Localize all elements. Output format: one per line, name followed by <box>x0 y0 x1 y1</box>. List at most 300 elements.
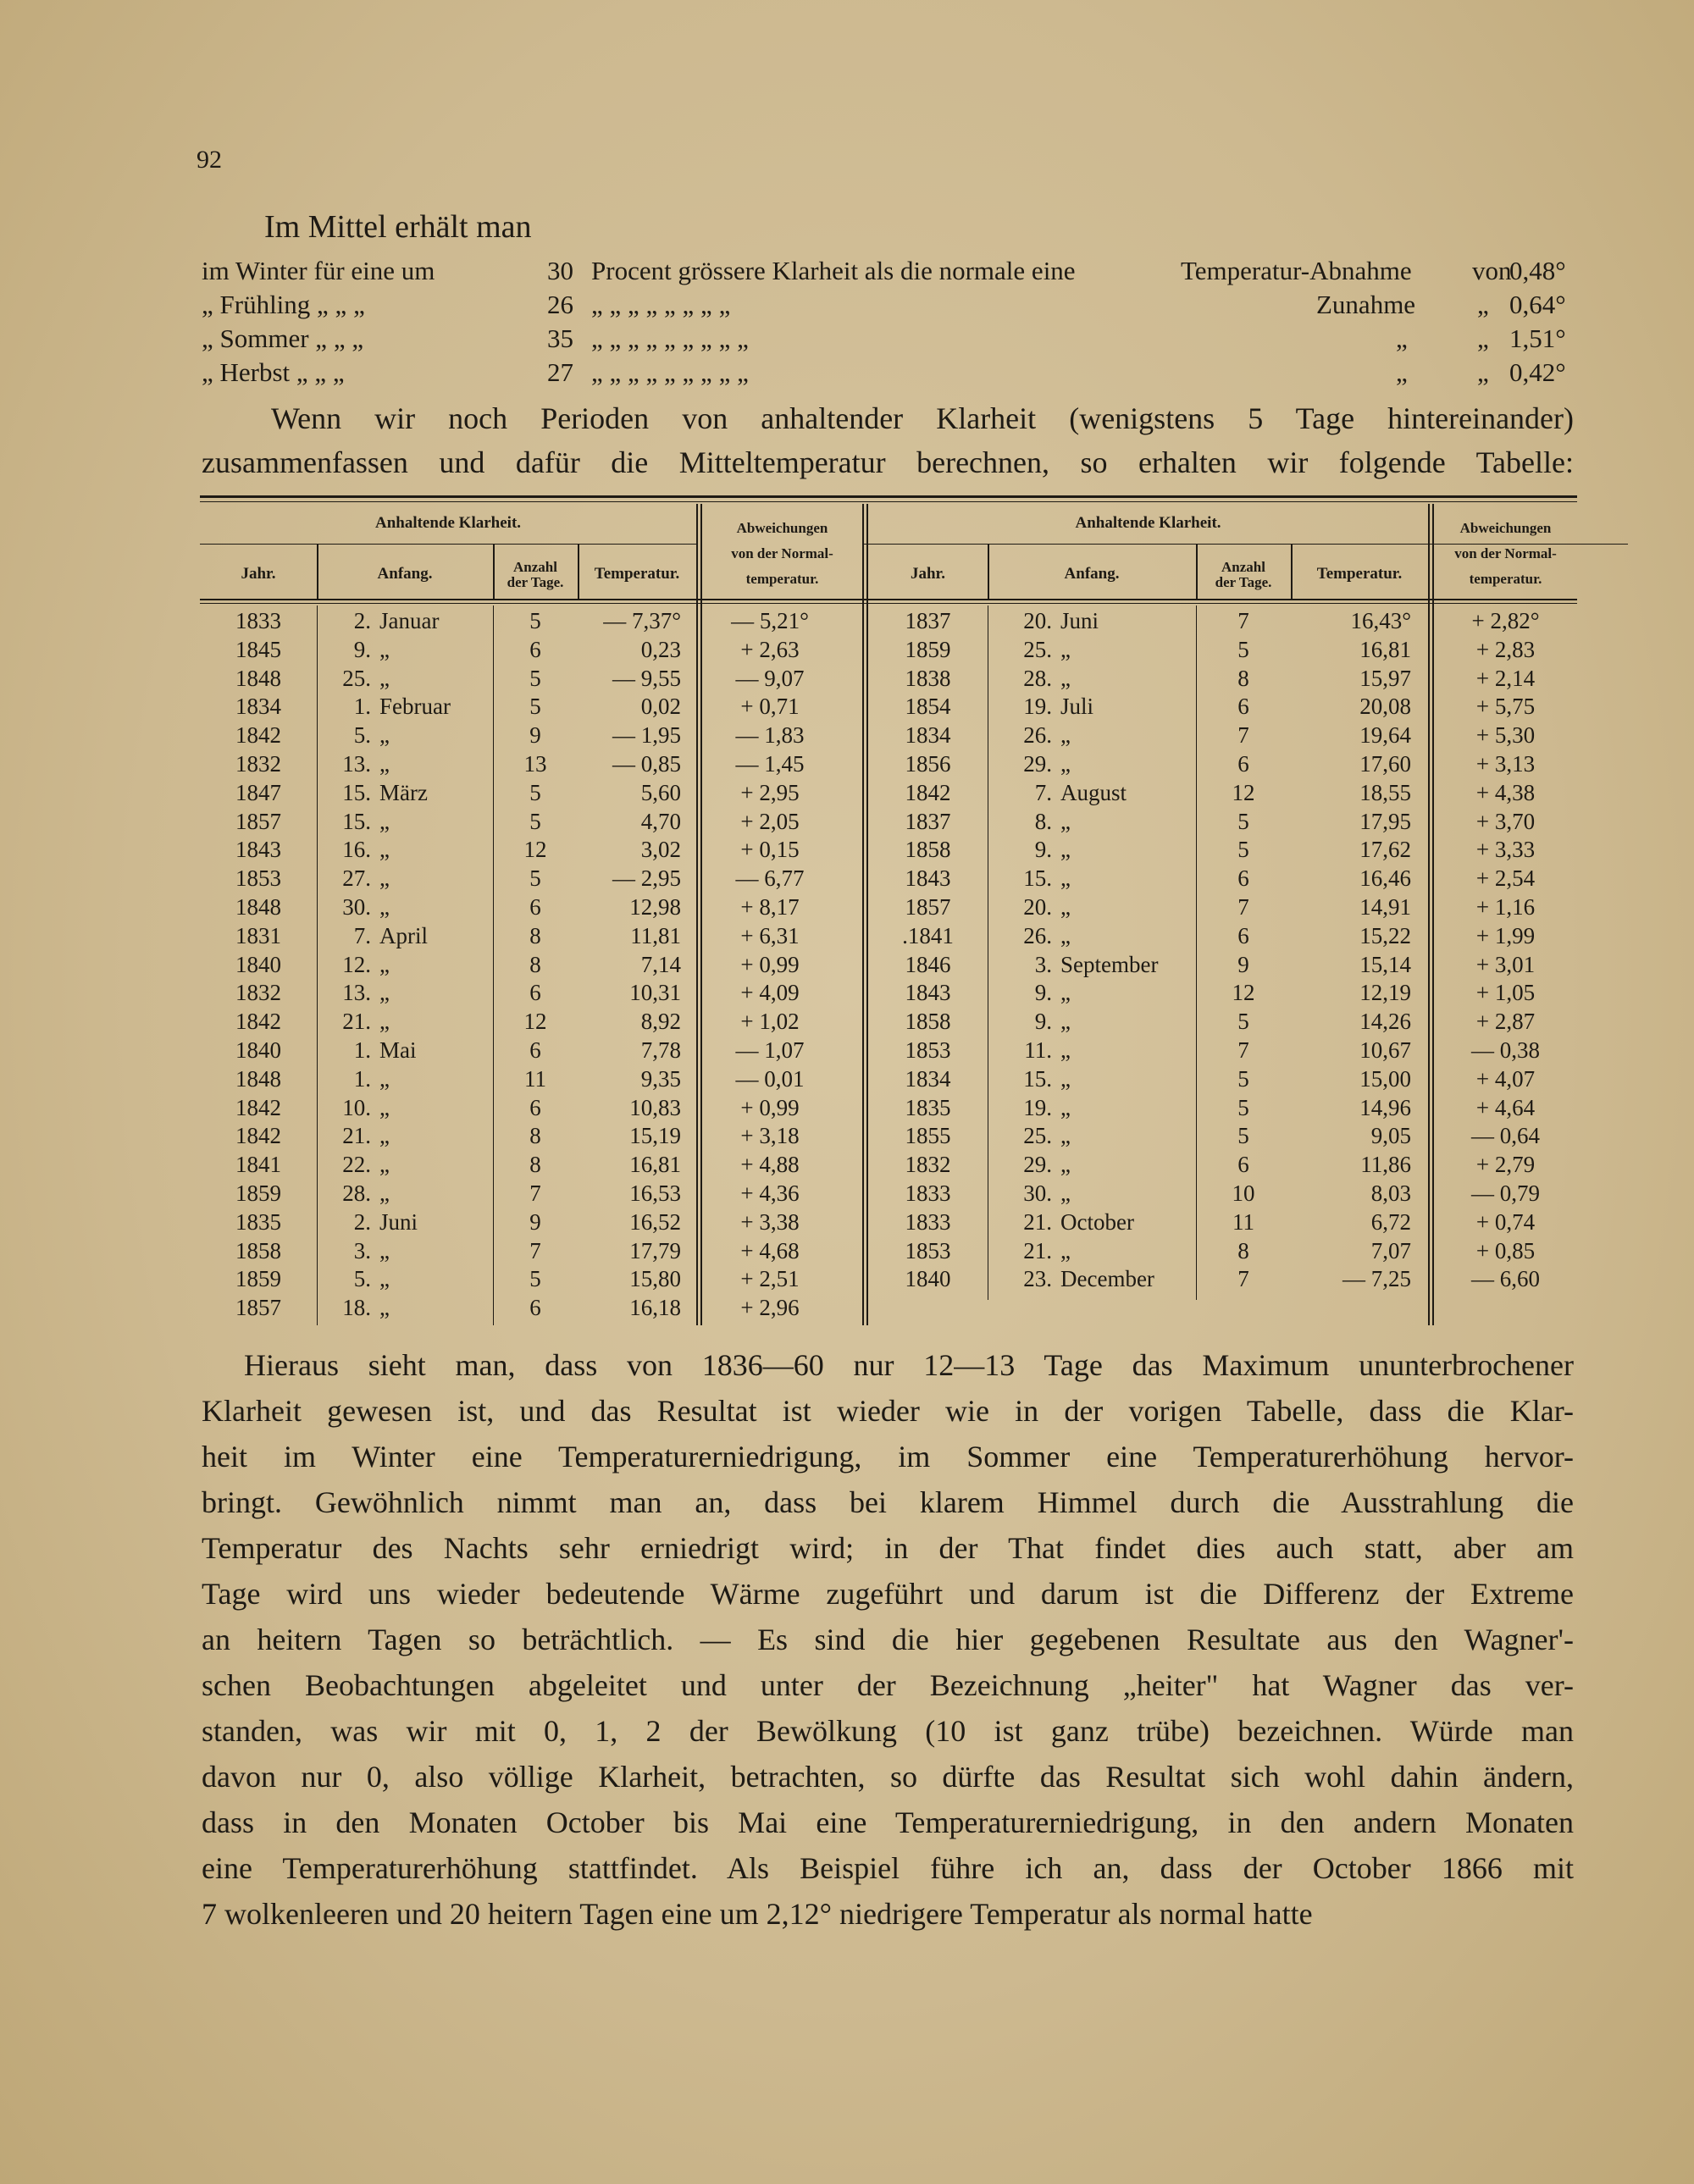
table-cell-y2: 1857 <box>905 894 951 920</box>
table-cell-n1: 5 <box>529 665 541 691</box>
table-cell-a1: + 4,36 <box>740 1180 800 1206</box>
table-row <box>200 1037 1577 1064</box>
table-cell-y2: 1840 <box>905 1266 951 1292</box>
table-cell-y2: 1838 <box>905 665 951 691</box>
table-cell-n2: 7 <box>1237 1037 1249 1063</box>
table-cell-m1: Februar <box>379 694 451 720</box>
table-cell-n1: 5 <box>529 694 541 720</box>
summary-value: 1,51° <box>1509 323 1566 353</box>
intro-line: Im Mittel erhält man <box>264 209 532 245</box>
table-row <box>200 1151 1577 1179</box>
dev-header-line: Abweichungen <box>1459 520 1552 536</box>
table-cell-y2: 1854 <box>905 694 951 720</box>
table-cell-y1: 1840 <box>235 1037 281 1063</box>
summary-season: „ Frühling „ „ „ <box>202 290 365 319</box>
table-cell-n1: 7 <box>529 1180 541 1206</box>
table-cell-m1: Juni <box>379 1208 418 1235</box>
table-cell-m2: „ <box>1060 1065 1071 1092</box>
table-cell-a1: + 1,02 <box>740 1009 800 1035</box>
table-cell-d2: 19. <box>1023 694 1052 720</box>
table-cell-t1: 4,70 <box>640 808 681 834</box>
table-cell-d2: 7. <box>1034 779 1052 805</box>
table-cell-t1: — 9,55 <box>612 665 681 691</box>
table-cell-d2: 20. <box>1023 894 1052 920</box>
summary-percent: 26 <box>547 290 573 319</box>
table-cell-t2: 17,95 <box>1359 808 1411 834</box>
table-cell-a2: + 2,79 <box>1475 1152 1536 1178</box>
table-row <box>200 808 1577 836</box>
table-cell-m2: „ <box>1060 1237 1071 1263</box>
table-cell-d2: 21. <box>1023 1208 1052 1235</box>
table-cell-n1: 8 <box>529 922 541 948</box>
summary-von: von <box>1472 256 1512 285</box>
table-cell-y1: 1858 <box>235 1237 281 1263</box>
table-cell-a2: — 0,38 <box>1471 1037 1540 1063</box>
table-cell-a2: — 6,60 <box>1471 1266 1540 1292</box>
table-row <box>200 1294 1577 1322</box>
table-cell-d2: 30. <box>1023 1180 1052 1206</box>
table-cell-n2: 8 <box>1237 1237 1249 1263</box>
summary-text: Procent grössere Klarheit als die normale eine <box>591 256 1076 285</box>
summary-percent: 35 <box>547 323 573 353</box>
table-row <box>200 665 1577 693</box>
table-cell-t2: 7,07 <box>1370 1237 1411 1263</box>
seasonal-summary <box>202 254 1574 390</box>
summary-value: 0,64° <box>1509 290 1566 319</box>
table-row <box>200 779 1577 807</box>
table-cell-n2: 8 <box>1237 665 1249 691</box>
table-cell-m2: August <box>1060 779 1127 805</box>
table-cell-a2: + 2,83 <box>1475 636 1536 662</box>
table-cell-d1: 15. <box>342 779 371 805</box>
table-cell-d1: 21. <box>342 1123 371 1149</box>
summary-text: „ „ „ „ „ „ „ „ „ <box>591 323 749 353</box>
table-cell-m1: „ <box>379 665 390 691</box>
table-cell-a1: — 0,01 <box>735 1065 805 1092</box>
table-cell-n1: 7 <box>529 1237 541 1263</box>
table-cell-t2: 16,43° <box>1350 608 1411 633</box>
table-cell-m1: „ <box>379 636 390 662</box>
table-cell-t2: 14,26 <box>1359 1009 1411 1035</box>
table-cell-a1: + 8,17 <box>740 894 800 920</box>
table-cell-y2: 1834 <box>905 1065 951 1092</box>
table-cell-y2: 1853 <box>905 1237 951 1263</box>
table-cell-m1: Mai <box>379 1037 417 1063</box>
table-cell-a1: + 0,99 <box>740 951 800 977</box>
table-cell-t1: 9,35 <box>640 1065 681 1092</box>
table-cell-y2: 1834 <box>905 722 951 749</box>
table-cell-a1: + 2,63 <box>740 636 800 662</box>
text-line: dass in den Monaten October bis Mai eine Temperaturerniedrigung, in den andern Monaten <box>202 1805 1574 1839</box>
table-cell-a2: + 1,05 <box>1475 980 1536 1006</box>
table-cell-a1: — 1,83 <box>735 722 805 749</box>
table-cell-n2: 6 <box>1237 1152 1249 1178</box>
table-cell-m2: December <box>1060 1266 1154 1292</box>
table-cell-n2: 5 <box>1237 1123 1249 1149</box>
table-cell-m2: „ <box>1060 665 1071 691</box>
summary-von: „ <box>1477 290 1489 319</box>
summary-percent: 27 <box>547 357 573 387</box>
table-cell-a1: + 2,96 <box>740 1295 800 1321</box>
summary-kind: „ <box>1396 357 1408 387</box>
table-cell-y1: 1841 <box>235 1152 281 1178</box>
table-cell-a2: + 4,38 <box>1475 779 1536 805</box>
table-cell-m2: Juni <box>1060 608 1099 633</box>
table-cell-y1: 1848 <box>235 665 281 691</box>
summary-row <box>202 254 1574 288</box>
table-cell-m1: „ <box>379 1123 390 1149</box>
table-cell-y1: 1853 <box>235 865 281 892</box>
table-cell-a2: + 2,87 <box>1475 1009 1536 1035</box>
table-cell-d1: 5. <box>353 1266 371 1292</box>
table-cell-n1: 6 <box>529 894 541 920</box>
table-cell-n1: 6 <box>529 1094 541 1120</box>
table-cell-t2: 15,22 <box>1359 922 1411 948</box>
table-cell-y2: .1841 <box>902 922 954 948</box>
table-header-rule <box>200 599 1577 600</box>
table-cell-y1: 1857 <box>235 1295 281 1321</box>
table-row <box>200 693 1577 721</box>
text-line: standen, was wir mit 0, 1, 2 der Bewölkung (10 ist ganz trübe) bezeichnen. Würde man <box>202 1714 1574 1748</box>
summary-row <box>202 288 1574 322</box>
table-cell-y1: 1831 <box>235 922 281 948</box>
table-cell-n2: 12 <box>1232 980 1255 1006</box>
table-cell-a1: + 3,18 <box>740 1123 800 1149</box>
table-cell-d1: 30. <box>342 894 371 920</box>
col-header-anzahl-line: Anzahl <box>513 559 557 575</box>
table-cell-n2: 5 <box>1237 1009 1249 1035</box>
table-cell-m1: „ <box>379 1152 390 1178</box>
subheader-rule-left <box>200 544 698 545</box>
table-cell-m2: „ <box>1060 1009 1071 1035</box>
table-cell-t2: 6,72 <box>1370 1208 1411 1235</box>
table-cell-n1: 8 <box>529 1123 541 1149</box>
table-row <box>200 836 1577 864</box>
table-row <box>200 1094 1577 1122</box>
table-cell-t1: — 0,85 <box>612 751 681 777</box>
table-cell-a1: + 6,31 <box>740 922 800 948</box>
summary-season: im Winter für eine um <box>202 256 435 285</box>
table-cell-m1: „ <box>379 1009 390 1035</box>
col-header-anzahl <box>493 560 578 590</box>
table-cell-d1: 5. <box>353 722 371 749</box>
table-cell-m1: „ <box>379 837 390 863</box>
table-cell-a2: + 2,54 <box>1475 865 1536 892</box>
table-cell-d2: 21. <box>1023 1237 1052 1263</box>
table-cell-m1: „ <box>379 1266 390 1292</box>
table-cell-y1: 1859 <box>235 1266 281 1292</box>
text-line: Klarheit gewesen ist, und das Resultat ist wieder wie in der vorigen Tabelle, dass die Klar- <box>202 1394 1574 1428</box>
table-cell-y2: 1833 <box>905 1180 951 1206</box>
table-cell-t1: — 2,95 <box>612 865 681 892</box>
table-cell-d1: 25. <box>342 665 371 691</box>
table-cell-d1: 12. <box>342 951 371 977</box>
table-cell-a1: — 6,77 <box>735 865 805 892</box>
table-cell-n2: 5 <box>1237 837 1249 863</box>
table-cell-y2: 1842 <box>905 779 951 805</box>
table-cell-d1: 7. <box>353 922 371 948</box>
table-cell-m1: „ <box>379 1094 390 1120</box>
table-row <box>200 1122 1577 1150</box>
table-row <box>200 1065 1577 1093</box>
table-cell-n1: 12 <box>523 1009 547 1035</box>
table-cell-t1: 7,78 <box>640 1037 681 1063</box>
summary-text: „ „ „ „ „ „ „ „ <box>591 290 731 319</box>
table-cell-a2: + 3,13 <box>1475 751 1536 777</box>
table-cell-t1: 8,92 <box>640 1009 681 1035</box>
table-cell-d1: 27. <box>342 865 371 892</box>
table-cell-y2: 1833 <box>905 1208 951 1235</box>
table-cell-t2: 8,03 <box>1370 1180 1411 1206</box>
text-line: bringt. Gewöhnlich nimmt man an, dass bei klarem Himmel durch die Ausstrahlung die <box>202 1485 1574 1519</box>
table-top-rule-thin <box>200 501 1577 502</box>
table-row <box>200 951 1577 979</box>
table-cell-a1: — 5,21° <box>731 608 809 633</box>
table-cell-n2: 11 <box>1232 1208 1254 1235</box>
table-cell-y1: 1842 <box>235 1009 281 1035</box>
table-cell-m1: „ <box>379 722 390 749</box>
table-cell-t2: 15,14 <box>1359 951 1411 977</box>
table-cell-d2: 19. <box>1023 1094 1052 1120</box>
summary-season: „ Herbst „ „ „ <box>202 357 345 387</box>
table-cell-d2: 29. <box>1023 751 1052 777</box>
group-header-right: Anhaltende Klarheit. <box>1075 514 1221 532</box>
table-cell-t1: 15,19 <box>629 1123 681 1149</box>
table-cell-a2: + 2,82° <box>1471 608 1540 633</box>
table-cell-m2: „ <box>1060 808 1071 834</box>
table-cell-y2: 1843 <box>905 865 951 892</box>
text-line: eine Temperaturerhöhung stattfindet. Als Beispiel führe ich an, dass der October 1866 mit <box>202 1851 1574 1885</box>
summary-row <box>202 322 1574 356</box>
table-cell-n2: 7 <box>1237 894 1249 920</box>
table-cell-d2: 3. <box>1034 951 1052 977</box>
table-cell-m2: „ <box>1060 922 1071 948</box>
col-header-jahr: Jahr. <box>241 565 276 583</box>
table-cell-n1: 5 <box>529 865 541 892</box>
table-cell-a1: + 3,38 <box>740 1208 800 1235</box>
dev-header-line: von der Normal- <box>731 545 833 561</box>
table-cell-a1: + 2,95 <box>740 779 800 805</box>
table-cell-d2: 23. <box>1023 1266 1052 1292</box>
table-cell-t1: 0,23 <box>640 636 681 662</box>
table-cell-y1: 1834 <box>235 694 281 720</box>
table-cell-a2: + 4,07 <box>1475 1065 1536 1092</box>
table-cell-t2: 14,91 <box>1359 894 1411 920</box>
table-cell-t1: 10,83 <box>629 1094 681 1120</box>
table-cell-n2: 7 <box>1237 1266 1249 1292</box>
table-header-rule-thin <box>200 603 1577 604</box>
table-cell-m1: „ <box>379 894 390 920</box>
table-cell-t1: 17,79 <box>629 1237 681 1263</box>
table-cell-n2: 9 <box>1237 951 1249 977</box>
table-cell-m1: April <box>379 922 428 948</box>
table-cell-a1: + 2,51 <box>740 1266 800 1292</box>
table-row <box>200 865 1577 893</box>
table-cell-t1: — 1,95 <box>612 722 681 749</box>
col-header-anfang-right: Anfang. <box>1064 565 1120 583</box>
table-cell-t1: 0,02 <box>640 694 681 720</box>
table-row <box>200 1237 1577 1265</box>
table-cell-y1: 1842 <box>235 1094 281 1120</box>
table-row <box>200 1008 1577 1036</box>
table-cell-m1: „ <box>379 808 390 834</box>
table-cell-y1: 1847 <box>235 779 281 805</box>
col-header-jahr-right: Jahr. <box>910 565 945 583</box>
table-cell-d1: 1. <box>353 1065 371 1092</box>
table-cell-a1: + 0,99 <box>740 1094 800 1120</box>
table-cell-y1: 1833 <box>235 608 281 633</box>
table-cell-t1: 16,53 <box>629 1180 681 1206</box>
table-cell-d2: 20. <box>1023 608 1052 633</box>
table-cell-m1: „ <box>379 751 390 777</box>
summary-row <box>202 356 1574 390</box>
table-cell-n2: 6 <box>1237 922 1249 948</box>
text-line: davon nur 0, also völlige Klarheit, betrachten, so dürfte das Resultat sich wohl dahin ändern, <box>202 1760 1574 1794</box>
text-line: Tage wird uns wieder bedeutende Wärme zugeführt und darum ist die Differenz der Extreme <box>202 1577 1574 1611</box>
col-header-anzahl-line: der Tage. <box>507 574 564 590</box>
table-cell-a2: + 4,64 <box>1475 1094 1536 1120</box>
table-cell-y2: 1843 <box>905 980 951 1006</box>
table-cell-n2: 12 <box>1232 779 1255 805</box>
table-row <box>200 922 1577 950</box>
table-cell-n2: 7 <box>1237 608 1249 633</box>
col-header-anzahl-line: Anzahl <box>1221 559 1265 575</box>
table-cell-y2: 1858 <box>905 837 951 863</box>
col-header-anzahl-line: der Tage. <box>1215 574 1272 590</box>
table-cell-a1: + 0,15 <box>740 837 800 863</box>
table-cell-y2: 1846 <box>905 951 951 977</box>
table-cell-a2: + 3,33 <box>1475 837 1536 863</box>
table-cell-n1: 9 <box>529 722 541 749</box>
paragraph-intro-table <box>202 396 1574 484</box>
table-cell-a2: + 5,75 <box>1475 694 1536 720</box>
table-cell-t1: 16,81 <box>629 1152 681 1178</box>
table-cell-y2: 1835 <box>905 1094 951 1120</box>
table-cell-t2: 11,86 <box>1360 1152 1411 1178</box>
table-cell-m1: „ <box>379 1180 390 1206</box>
table-row <box>200 1265 1577 1293</box>
table-cell-m2: „ <box>1060 751 1071 777</box>
col-header-temp-right: Temperatur. <box>1316 565 1403 583</box>
table-cell-y1: 1840 <box>235 951 281 977</box>
table-cell-m1: „ <box>379 951 390 977</box>
table-cell-t1: 10,31 <box>629 980 681 1006</box>
table-row <box>200 893 1577 921</box>
table-cell-d2: 25. <box>1023 636 1052 662</box>
table-cell-d2: 25. <box>1023 1123 1052 1149</box>
table-cell-m1: „ <box>379 1065 390 1092</box>
table-row <box>200 1208 1577 1236</box>
table-cell-t2: 9,05 <box>1370 1123 1411 1149</box>
table-cell-a1: — 9,07 <box>735 665 805 691</box>
summary-kind: „ <box>1396 323 1408 353</box>
table-cell-y1: 1843 <box>235 837 281 863</box>
table-cell-m2: „ <box>1060 1037 1071 1063</box>
table-cell-a2: + 5,30 <box>1475 722 1536 749</box>
table-cell-m2: October <box>1060 1208 1134 1235</box>
table-cell-d1: 2. <box>353 1208 371 1235</box>
table-cell-m1: März <box>379 779 428 805</box>
table-cell-y2: 1837 <box>905 808 951 834</box>
table-cell-m2: Juli <box>1060 694 1094 720</box>
table-cell-t1: 12,98 <box>629 894 681 920</box>
dev-header-line: temperatur. <box>745 571 819 587</box>
table-cell-y1: 1832 <box>235 980 281 1006</box>
text-line: 7 wolkenleeren und 20 heitern Tagen eine um 2,12° niedrigere Temperatur als normal hatte <box>202 1897 1313 1931</box>
table-cell-a1: + 2,05 <box>740 808 800 834</box>
table-cell-n2: 5 <box>1237 636 1249 662</box>
table-top-rule <box>200 495 1577 498</box>
table-cell-n2: 6 <box>1237 751 1249 777</box>
text-line: an heitern Tagen so beträchtlich. — Es sind die hier gegebenen Resultate aus den Wagner'- <box>202 1623 1574 1656</box>
table-cell-n1: 11 <box>524 1065 546 1092</box>
summary-kind: Zunahme <box>1316 290 1416 319</box>
table-cell-t2: 15,00 <box>1359 1065 1411 1092</box>
col-header-anzahl-right <box>1196 560 1291 590</box>
table-cell-n1: 12 <box>523 837 547 863</box>
table-cell-n1: 5 <box>529 808 541 834</box>
table-cell-n2: 6 <box>1237 865 1249 892</box>
table-cell-d2: 9. <box>1034 1009 1052 1035</box>
summary-percent: 30 <box>547 256 573 285</box>
page-number: 92 <box>197 146 222 174</box>
table-cell-y1: 1845 <box>235 636 281 662</box>
table-cell-d2: 11. <box>1024 1037 1052 1063</box>
table-cell-a1: — 1,45 <box>735 751 805 777</box>
table-cell-a2: + 1,99 <box>1475 922 1536 948</box>
table-cell-t2: 18,55 <box>1359 779 1411 805</box>
table-cell-d2: 28. <box>1023 665 1052 691</box>
table-cell-t1: 3,02 <box>640 837 681 863</box>
table-cell-t1: 16,52 <box>629 1208 681 1235</box>
table-cell-m2: „ <box>1060 894 1071 920</box>
table-cell-d2: 26. <box>1023 722 1052 749</box>
table-cell-d1: 9. <box>353 636 371 662</box>
table-cell-y2: 1837 <box>905 608 951 633</box>
table-cell-d1: 1. <box>353 1037 371 1063</box>
table-cell-d1: 1. <box>353 694 371 720</box>
table-cell-d1: 15. <box>342 808 371 834</box>
table-cell-a2: — 0,79 <box>1471 1180 1540 1206</box>
table-cell-n1: 5 <box>529 608 541 633</box>
table-cell-t1: 15,80 <box>629 1266 681 1292</box>
table-cell-d2: 9. <box>1034 980 1052 1006</box>
table-cell-m2: „ <box>1060 1180 1071 1206</box>
table-cell-n1: 6 <box>529 980 541 1006</box>
table-cell-y1: 1835 <box>235 1208 281 1235</box>
table-cell-n2: 7 <box>1237 722 1249 749</box>
table-cell-d2: 26. <box>1023 922 1052 948</box>
table-cell-n2: 10 <box>1232 1180 1255 1206</box>
table-cell-m2: „ <box>1060 1123 1071 1149</box>
table-cell-y2: 1858 <box>905 1009 951 1035</box>
table-cell-t2: 17,60 <box>1359 751 1411 777</box>
table-cell-t2: 10,67 <box>1359 1037 1411 1063</box>
table-cell-a1: + 4,88 <box>740 1152 800 1178</box>
summary-text: „ „ „ „ „ „ „ „ „ <box>591 357 749 387</box>
table-cell-t2: 19,64 <box>1359 722 1411 749</box>
table-cell-d2: 15. <box>1023 1065 1052 1092</box>
table-row <box>200 607 1577 635</box>
table-cell-t1: 11,81 <box>630 922 681 948</box>
table-row <box>200 750 1577 778</box>
table-cell-n1: 6 <box>529 1295 541 1321</box>
text-line: Wenn wir noch Perioden von anhaltender Klarheit (wenigstens 5 Tage hintereinander) <box>271 401 1574 435</box>
table-row <box>200 636 1577 664</box>
summary-von: „ <box>1477 323 1489 353</box>
table-cell-a2: + 3,01 <box>1475 951 1536 977</box>
table-cell-y1: 1832 <box>235 751 281 777</box>
